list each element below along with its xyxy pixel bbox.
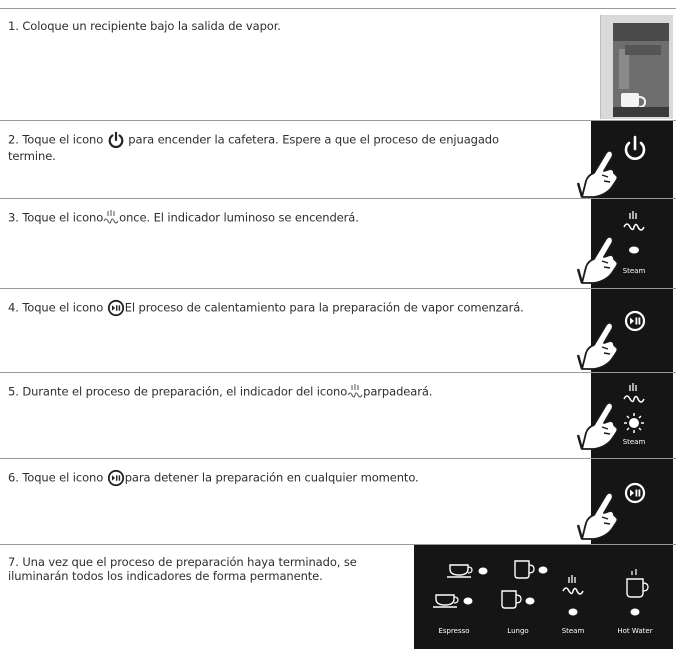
power-icon (107, 131, 125, 149)
lungo-label: Lungo (507, 627, 529, 635)
step-7 (0, 544, 676, 649)
start-stop-icon (107, 469, 125, 487)
step-6-text: 6. Toque el icono para detener la preparación en cualquier momento. (8, 469, 528, 487)
hot-water-label: Hot Water (617, 627, 653, 635)
hand-pointer-icon (576, 147, 624, 199)
steam-label: Steam (622, 438, 646, 446)
steam-icon[interactable] (563, 575, 583, 594)
espresso-light-2 (464, 598, 473, 605)
start-stop-icon (107, 299, 125, 317)
machine-icon (601, 15, 673, 119)
final-panel (414, 545, 673, 649)
step-3 (0, 198, 676, 289)
start-stop-icon[interactable] (626, 312, 644, 330)
steam-label: Steam (561, 627, 585, 635)
steam-icon[interactable] (624, 211, 644, 230)
step-2 (0, 120, 676, 199)
steam-icon[interactable] (624, 383, 644, 402)
steam-indicator-light (629, 247, 639, 254)
step-5-text: 5. Durante el proceso de preparación, el indicador del icono parpadeará. (8, 383, 528, 401)
step-4 (0, 288, 676, 373)
step-1 (0, 8, 676, 121)
steam-icon (347, 383, 363, 401)
blinking-indicator-icon (624, 413, 644, 433)
step-7-text: 7. Una vez que el proceso de preparación haya terminado, se iluminarán todos los indicadores de forma permanente. (8, 555, 357, 583)
start-stop-icon[interactable] (626, 484, 644, 502)
machine-illustration (600, 15, 673, 119)
hand-pointer-icon (576, 489, 624, 541)
step-5 (0, 372, 676, 459)
step-6 (0, 458, 676, 545)
espresso-light-1 (479, 568, 488, 575)
hand-pointer-icon (576, 233, 624, 285)
step-2-text: 2. Toque el icono para encender la cafetera. Espere a que el proceso de enjuagado termine. (8, 132, 499, 163)
cup-icon[interactable] (447, 565, 472, 577)
hot-water-icon[interactable] (627, 569, 648, 597)
step-1-text: 1. Coloque un recipiente bajo la salida de vapor. (8, 19, 281, 33)
hot-water-light (631, 609, 640, 616)
lungo-light-2 (526, 598, 535, 605)
step-3-text: 3. Toque el icono once. El indicador luminoso se encenderá. (8, 209, 528, 227)
hand-pointer-icon (576, 319, 624, 371)
mug-icon[interactable] (515, 561, 534, 578)
step-4-text: 4. Toque el icono El proceso de calentamiento para la preparación de vapor comenzará. (8, 299, 528, 317)
power-icon[interactable] (626, 137, 644, 159)
espresso-label: Espresso (438, 627, 470, 635)
lungo-light-1 (539, 567, 548, 574)
mug-icon[interactable] (502, 591, 521, 608)
steam-icon (103, 209, 119, 227)
hand-pointer-icon (576, 399, 624, 451)
cup-icon[interactable] (433, 595, 458, 607)
steam-label: Steam (622, 267, 646, 275)
steam-light (569, 609, 578, 616)
